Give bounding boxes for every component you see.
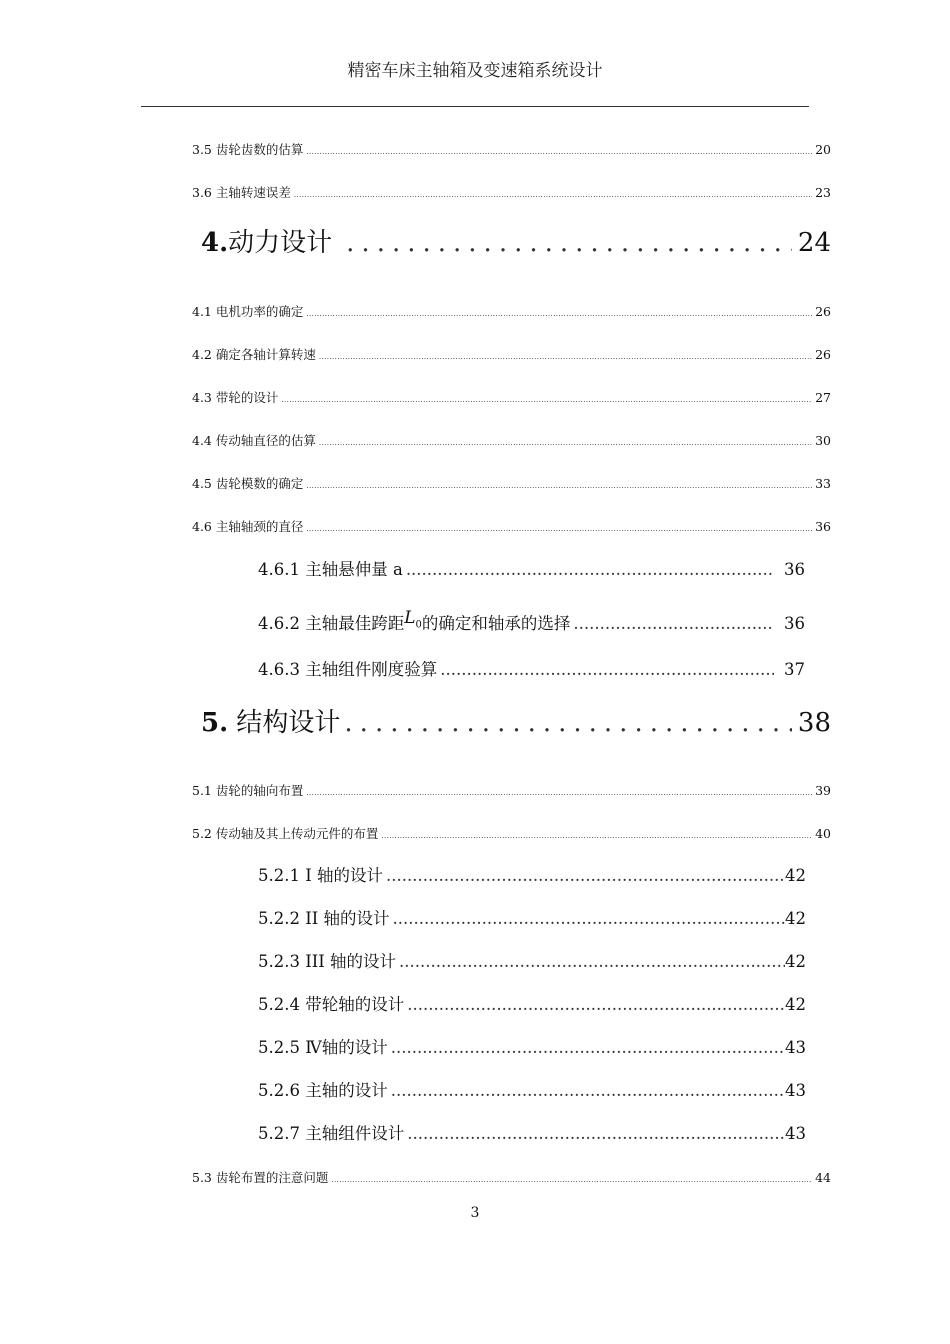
toc-entry-page: 39	[815, 783, 831, 798]
toc-subentry[interactable]	[258, 1077, 806, 1099]
toc-chapter-entry[interactable]	[201, 702, 831, 736]
toc-leader-dots	[406, 560, 774, 579]
toc-subentry-page: 42	[785, 952, 806, 971]
toc-subentry-label-pre: 4.6.2 主轴最佳跨距	[258, 614, 405, 633]
math-symbol-l0	[404, 608, 422, 631]
chapter-number: 5.	[201, 708, 229, 738]
toc-chapter-label	[201, 222, 332, 259]
toc-leader-dots	[319, 439, 812, 447]
toc-entry-label: 5.2 传动轴及其上传动元件的布置	[192, 826, 379, 841]
toc-entry-page: 36	[815, 519, 831, 534]
chapter-number: 4.	[201, 228, 229, 258]
toc-leader-dots	[306, 310, 812, 318]
toc-leader-dots	[407, 995, 785, 1014]
toc-leader-dots	[440, 660, 774, 679]
toc-leader-dots	[344, 708, 791, 738]
toc-entry-page: 40	[815, 826, 831, 841]
toc-leader-dots	[281, 396, 812, 404]
toc-entry[interactable]	[192, 345, 831, 363]
toc-leader-dots	[391, 1081, 785, 1100]
toc-subentry-label	[258, 610, 570, 636]
toc-chapter-label	[201, 702, 340, 739]
toc-subentry-page: 36	[784, 614, 805, 633]
toc-entry[interactable]	[192, 431, 831, 449]
math-symbol: L	[404, 608, 416, 628]
toc-leader-dots	[386, 866, 785, 885]
toc-entry-label: 3.6 主轴转速误差	[192, 185, 291, 200]
toc-leader-dots	[306, 525, 812, 533]
toc-leader-dots	[399, 952, 785, 971]
page-number: 3	[470, 1205, 480, 1221]
toc-subentry-label: 4.6.1 主轴悬伸量 a	[258, 560, 403, 579]
toc-subentry-page: 36	[784, 560, 805, 579]
toc-entry[interactable]	[192, 824, 831, 842]
toc-subentry[interactable]	[258, 610, 805, 632]
math-subscript: 0	[415, 619, 422, 631]
toc-entry[interactable]	[192, 183, 831, 201]
toc-subentry-page: 43	[785, 1038, 806, 1057]
toc-subentry[interactable]	[258, 862, 806, 884]
toc-leader-dots	[393, 909, 785, 928]
toc-entry-page: 20	[815, 142, 831, 157]
toc-subentry-page: 42	[785, 866, 806, 885]
toc-subentry-label-post: 的确定和轴承的选择	[421, 614, 571, 633]
toc-leader-dots	[331, 1176, 812, 1184]
toc-subentry[interactable]	[258, 948, 806, 970]
toc-entry-label: 4.4 传动轴直径的估算	[192, 433, 316, 448]
toc-leader-dots	[381, 832, 812, 840]
toc-subentry-label: 4.6.3 主轴组件刚度验算	[258, 660, 438, 679]
toc-entry-label: 5.3 齿轮布置的注意问题	[192, 1170, 329, 1185]
toc-leader-dots	[294, 191, 812, 199]
toc-entry[interactable]	[192, 781, 831, 799]
toc-subentry[interactable]	[258, 656, 805, 678]
toc-leader-dots	[346, 228, 792, 258]
toc-entry-page: 23	[815, 185, 831, 200]
toc-subentry-page: 43	[785, 1124, 806, 1143]
chapter-title: 结构设计	[228, 708, 341, 738]
toc-subentry-label: 5.2.5 Ⅳ轴的设计	[258, 1038, 388, 1057]
toc-entry-label: 4.2 确定各轴计算转速	[192, 347, 316, 362]
toc-entry-page: 26	[815, 347, 831, 362]
toc-leader-dots	[391, 1038, 785, 1057]
toc-chapter-entry[interactable]	[201, 222, 831, 256]
toc-subentry-label: 5.2.2 II 轴的设计	[258, 909, 390, 928]
toc-entry[interactable]	[192, 474, 831, 492]
toc-entry-label: 4.5 齿轮模数的确定	[192, 476, 304, 491]
toc-chapter-page: 24	[797, 228, 831, 258]
toc-subentry[interactable]	[258, 1034, 806, 1056]
toc-entry-page: 27	[815, 390, 831, 405]
toc-subentry-label: 5.2.1 I 轴的设计	[258, 866, 383, 885]
toc-subentry-label: 5.2.7 主轴组件设计	[258, 1124, 405, 1143]
toc-leader-dots	[407, 1124, 785, 1143]
toc-subentry-label: 5.2.4 带轮轴的设计	[258, 995, 405, 1014]
toc-subentry-page: 42	[785, 995, 806, 1014]
toc-leader-dots	[306, 148, 812, 156]
toc-leader-dots	[306, 789, 812, 797]
toc-subentry[interactable]	[258, 556, 805, 578]
toc-entry-label: 3.5 齿轮齿数的估算	[192, 142, 304, 157]
toc-subentry[interactable]	[258, 1120, 806, 1142]
toc-entry-page: 33	[815, 476, 831, 491]
toc-leader-dots	[573, 614, 774, 633]
toc-entry[interactable]	[192, 517, 831, 535]
toc-leader-dots	[319, 353, 812, 361]
toc-entry[interactable]	[192, 302, 831, 320]
toc-subentry[interactable]	[258, 905, 806, 927]
toc-subentry-page: 42	[785, 909, 806, 928]
toc-entry-label: 4.3 带轮的设计	[192, 390, 279, 405]
toc-subentry-page: 37	[784, 660, 805, 679]
toc-leader-dots	[306, 482, 812, 490]
toc-subentry-page: 43	[785, 1081, 806, 1100]
toc-entry-page: 30	[815, 433, 831, 448]
toc-entry-label: 4.1 电机功率的确定	[192, 304, 304, 319]
toc-entry-page: 44	[815, 1170, 831, 1185]
toc-entry-page: 26	[815, 304, 831, 319]
running-header-title: 精密车床主轴箱及变速箱系统设计	[347, 61, 603, 81]
toc-entry[interactable]	[192, 388, 831, 406]
toc-entry[interactable]	[192, 140, 831, 158]
chapter-title: 动力设计	[228, 228, 333, 258]
header-rule	[141, 106, 809, 107]
toc-entry-label: 4.6 主轴轴颈的直径	[192, 519, 304, 534]
toc-subentry[interactable]	[258, 991, 806, 1013]
toc-subentry-label: 5.2.6 主轴的设计	[258, 1081, 388, 1100]
toc-chapter-page: 38	[797, 708, 831, 738]
toc-entry[interactable]	[192, 1168, 831, 1186]
toc-subentry-label: 5.2.3 III 轴的设计	[258, 952, 397, 971]
toc-entry-label: 5.1 齿轮的轴向布置	[192, 783, 304, 798]
